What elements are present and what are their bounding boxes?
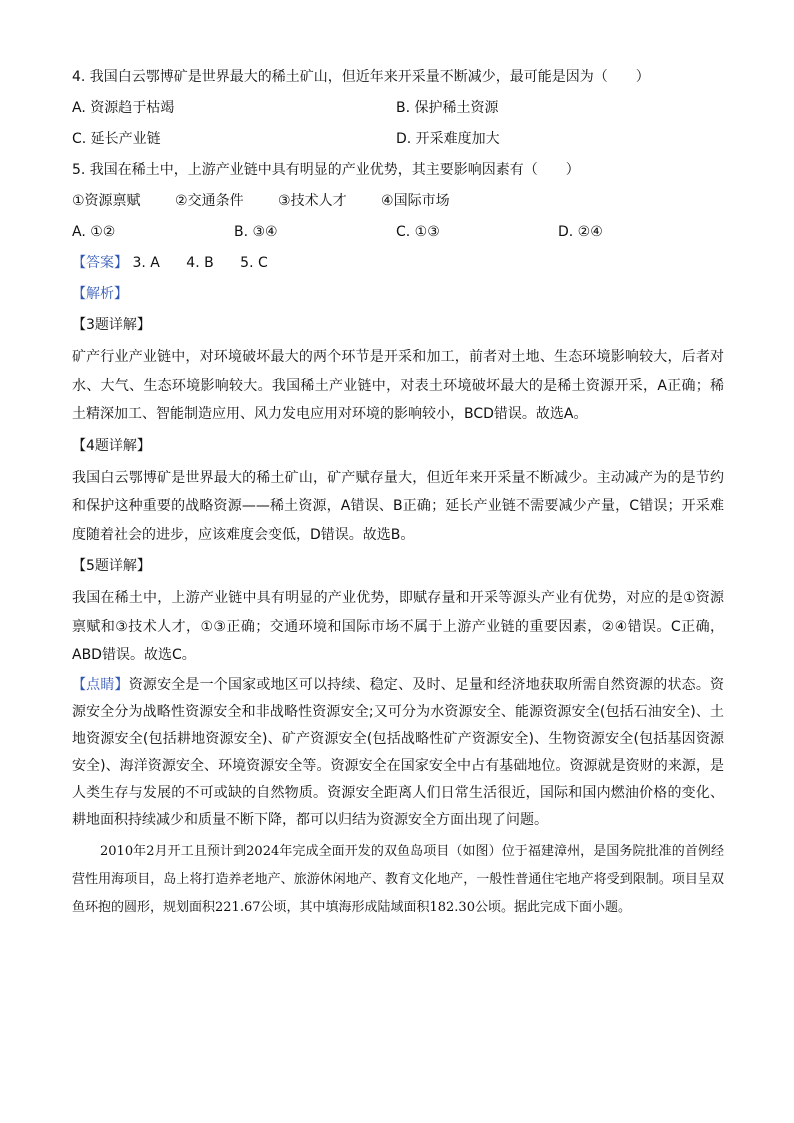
- question-4-options-row-2: [72, 124, 724, 155]
- question-4-stem: 4. 我国白云鄂博矿是世界最大的稀土矿山，但近年来开采量不断减少，最可能是因为（ ）: [72, 69, 650, 85]
- q4-option-a: A. 资源趋于枯竭: [72, 100, 175, 116]
- q5-factor-4: ④国际市场: [381, 193, 450, 209]
- q4-option-b: B. 保护稀土资源: [396, 100, 499, 116]
- question-5-stem: 5. 我国在稀土中，上游产业链中具有明显的产业优势，其主要影响因素有（ ）: [72, 162, 580, 178]
- next-section-intro: 2010年2月开工且预计到2024年完成全面开发的双鱼岛项目（如图）位于福建漳州，是国务院批准的首例经营性用海项目，岛上将打造养老地产、旅游休闲地产、教育文化地产，一般性普通住宅地产将受到限制。项目呈双鱼环抱的圆形，规划面积221.67公顷，其中填海形成陆域面积182.30公顷。据此完成下面小题。: [72, 843, 724, 915]
- q5-factor-3: ③技术人才: [278, 193, 347, 209]
- explanation-5-text: 我国在稀土中，上游产业链中具有明显的产业优势，即赋存量和开采等源头产业有优势，对应的是①资源禀赋和③技术人才，①③正确；交通环境和国际市场不属于上游产业链的重要因素，②④错误。C正确，ABD错误。故选C。: [72, 590, 724, 663]
- q5-factor-1: ①资源禀赋: [72, 193, 141, 209]
- explanation-4-text: 我国白云鄂博矿是世界最大的稀土矿山，矿产赋存量大，但近年来开采量不断减少。主动减产为的是节约和保护这种重要的战略资源——稀土资源，A错误、B正确；延长产业链不需要减少产量，C错误；开采难度随着社会的进步，应该难度会变低，D错误。故选B。: [72, 469, 724, 543]
- explanation-3-heading: 【3题详解】: [72, 317, 151, 333]
- q5-option-d: D. ②④: [558, 224, 603, 240]
- question-5-options: [72, 217, 724, 248]
- answer-item-4: 4. B: [186, 255, 214, 271]
- analysis-tag: 【解析】: [72, 286, 128, 302]
- answer-item-3: 3. A: [132, 255, 160, 271]
- q4-option-c: C. 延长产业链: [72, 131, 161, 147]
- dianjing-paragraph: [72, 672, 724, 834]
- q5-factor-2: ②交通条件: [175, 193, 244, 209]
- answer-item-5: 5. C: [240, 255, 268, 271]
- q5-option-c: C. ①③: [396, 224, 440, 240]
- explanation-3-text: 矿产行业产业链中，对环境破坏最大的两个环节是开采和加工，前者对土地、生态环境影响较大，后者对水、大气、生态环境影响较大。我国稀土产业链中，对表土环境破坏最大的是稀土资源开采，A正确；稀土精深加工、智能制造应用、风力发电应用对环境的影响较小，BCD错误。故选A。: [72, 349, 724, 422]
- q5-option-b: B. ③④: [234, 224, 278, 240]
- q4-option-d: D. 开采难度加大: [396, 131, 500, 147]
- document-page: [72, 62, 724, 922]
- explanation-4-heading: 【4题详解】: [72, 437, 151, 454]
- question-5-factors: [72, 186, 724, 217]
- dianjing-tag: 【点睛】: [72, 676, 129, 693]
- explanation-5-heading: 【5题详解】: [72, 558, 151, 574]
- answer-line: [72, 248, 724, 279]
- dianjing-text: 资源安全是一个国家或地区可以持续、稳定、及时、足量和经济地获取所需自然资源的状态。资源安全分为战略性资源安全和非战略性资源安全;又可分为水资源安全、能源资源安全(包括石油安全)、土地资源安全(包括耕地资源安全)、矿产资源安全(包括战略性矿产资源安全)、生物资源安全(包括基因资源安全)、海洋资源安全、环境资源安全等。资源安全在国家安全中占有基础地位。资源就是资财的来源，是人类生存与发展的不可或缺的自然物质。资源安全距离人们日常生活很近，国际和国内燃油价格的变化、耕地面积持续减少和质量不断下降，都可以归结为资源安全方面出现了问题。: [72, 676, 725, 828]
- question-4-options-row-1: [72, 93, 724, 124]
- q5-option-a: A. ①②: [72, 224, 116, 240]
- answer-tag: 【答案】: [72, 255, 128, 271]
